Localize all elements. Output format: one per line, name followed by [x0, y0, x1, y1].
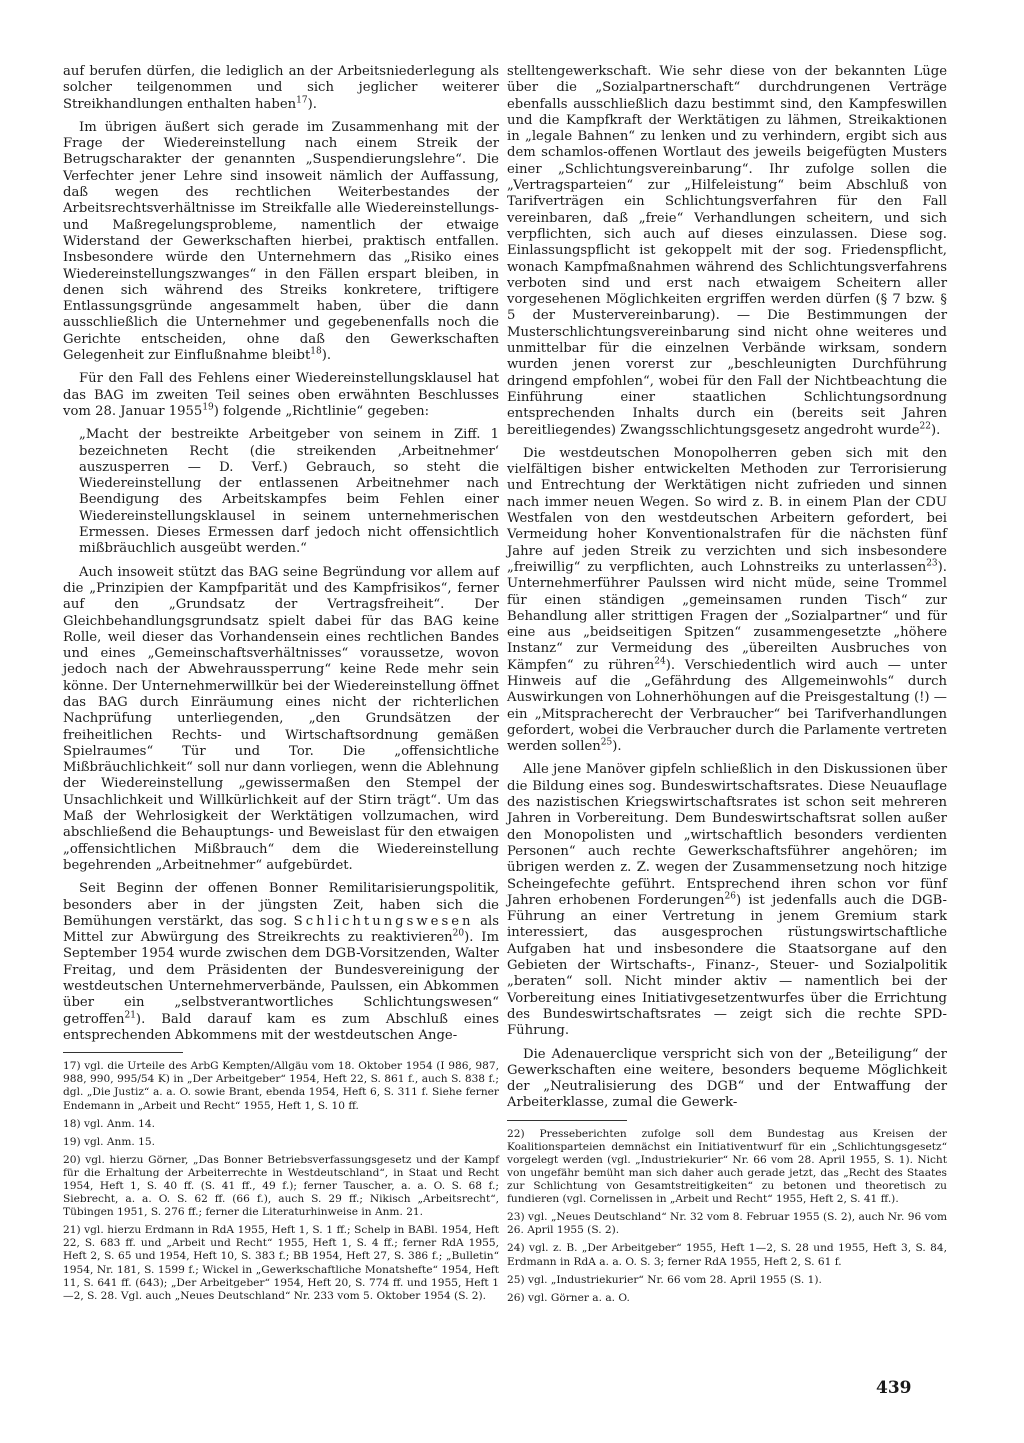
footnotes-right — [507, 1128, 947, 1305]
paragraph: Im übrigen äußert sich gerade im Zusammenhang mit der Frage der Wiedereinstellung nach einem Streik der Betrugscharakter der genannten „Suspendierungslehre“. Die Verfechter jener Lehre sind insoweit nämlich der Auffassung, daß wegen des rechtlichen Weiterbestandes der Arbeitsrechtsverhältnisse im Streikfalle alle Wiedereinstellungs- und Maßregelungsprobleme, namentlich der etwaige Widerstand der Gewerkschaften hierbei, praktisch entfallen. Insbesondere würde den Unternehmern das „Risiko eines Wiedereinstellungszwanges“ in den Fällen erspart bleiben, in denen sich während des Streiks konkretere, triftigere Entlassungsgründe angesammelt haben, über die dann ausschließlich die Unternehmer und gegebenenfalls noch die Gerichte entscheiden, ohne daß den Gewerkschaften Gelegenheit zur Einflußnahme bleibt$^{18}$). — [63, 119, 499, 364]
footnotes-left — [63, 1060, 499, 1303]
footnote: 17) vgl. die Urteile des ArbG Kempten/Allgäu vom 18. Oktober 1954 (I 986, 987, 988, 990, 995/54 K) in „Der Arbeitgeber“ 1954, Heft 22, S. 861 f., auch S. 838 f.; dgl. „Die Justiz“ a. a. O. sowie Brant, ebenda 1954, Heft 6, S. 311 f. Siehe ferner Endemann in „Arbeit und Recht“ 1955, Heft 1, S. 10 ff. — [63, 1060, 499, 1112]
footnote-ref[interactable]: 18 — [310, 346, 322, 357]
footnote: 24) vgl. z. B. „Der Arbeitgeber“ 1955, Heft 1—2, S. 28 und 1955, Heft 3, S. 84, Erdmann in RdA a. a. O. S. 3; ferner RdA 1955, Heft 2, S. 61 f. — [507, 1242, 947, 1268]
paragraph: auf berufen dürfen, die lediglich an der Arbeitsniederlegung als solcher teilgenommen und sich jeglicher weiterer Streikhandlungen enthalten haben$^{17}$). — [63, 64, 499, 112]
footnote-ref[interactable]: 17 — [296, 95, 308, 106]
footnote-ref[interactable]: 26 — [724, 891, 736, 902]
footnote: 18) vgl. Anm. 14. — [63, 1117, 155, 1130]
page-number: 439 — [876, 1378, 912, 1398]
footnote-ref[interactable]: 20 — [452, 928, 465, 939]
left-column — [63, 64, 499, 1308]
paragraph: stelltengewerkschaft. Wie sehr diese von der bekannten Lüge über die „Sozialpartnerschaft“ durchdrungenen Verträge ebenfalls ausschließlich dazu bestimmt sind, den Kampfeswillen und die Kampfkraft der Werktätigen zu lähmen, Streikaktionen in „legale Bahnen“ zu lenken und zu verhindern, ergibt sich aus dem schamlos-offenen Wortlaut des jeweils beigefügten Musters einer „Schlichtungsvereinbarung“. Ihr zufolge sollen die „Vertragsparteien“ zur „Hilfeleistung“ beim Abschluß von Tarifverträgen ein Schlichtungsverfahren für den Fall vereinbaren, daß „freie“ Verhandlungen scheitern, und sich verpflichten, sich auch auf dieses einzulassen. Diese sog. Einlassungspflicht ist gekoppelt mit der sog. Friedenspflicht, wonach Kampfmaßnahmen während des Schlichtungsverfahrens verboten sind und erst nach etwaigem Scheitern aller vorgesehenen Möglichkeiten ergriffen werden dürfen (§ 7 bzw. § 5 der Mustervereinbarung). — Die Bestimmungen der Musterschlichtungsvereinbarung sind nicht ohne weiteres und unmittelbar für die einzelnen Verbände wirksam, sondern wurden jenen vorerst zur „beschleunigten Durchführung dringend empfohlen“, wobei für den Fall der Nichtbeachtung die Einführung einer staatlichen Schlichtungsordnung entsprechenden Inhalts durch ein (bereits seit Jahren bereitliegendes) Zwangsschlichtungsgesetz angedroht wurde$^{22}$). — [507, 64, 947, 438]
paragraph: Alle jene Manöver gipfeln schließlich in den Diskussionen über die Bildung eines sog. Bundeswirtschaftsrates. Diese Neuauflage des nazistischen Kriegswirtschaftsrates ist schon seit mehreren Jahren in Vorbereitung. Dem Bundeswirtschaftsrat sollen außer den Monopolisten und „wirtschaftlich besonders verdienten Personen“ auch rechte Gewerkschaftsführer angehören; im übrigen werden z. Z. wegen der Zusammensetzung noch hitzige Scheingefechte geführt. Entsprechend ihren schon vor fünf Jahren erhobenen Forderungen$^{26}$) ist jedenfalls auch die DGB-Führung an einer Vertretung in jenem Gremium stark interessiert, das ausgesprochen rüstungswirtschaftliche Aufgaben hat und insbesondere die Staatsorgane auf den Gebieten der Wirtschafts-, Finanz-, Steuer- und Sozialpolitik „beraten“ soll. Nicht minder aktiv — namentlich bei der Vorbereitung eines Initiativgesetzentwurfes über die Errichtung des Bundeswirtschaftsrates — zeigt sich die rechte SPD-Führung. — [507, 762, 948, 1039]
footnote-ref[interactable]: 19 — [202, 402, 214, 413]
footnote-ref[interactable]: 25 — [600, 737, 613, 748]
footnote: 26) vgl. Görner a. a. O. — [507, 1291, 630, 1304]
footnote: 22) Presseberichten zufolge soll dem Bundestag aus Kreisen der Koalitionsparteien demnächst ein Initiativentwurf für ein „Schlichtungsgesetz“ vorgelegt werden (vgl. „Industriekurier“ Nr. 66 vom 28. April 1955, S. 1). Nicht von ungefähr bemüht man sich daher auch gerade jetzt, das „Recht des Staates zur Schlichtung von Gesamtstreitigkeiten“ zu betonen und theoretisch zu fundieren (vgl. Cornelissen in „Arbeit und Recht“ 1955, Heft 2, S. 41 ff.). — [507, 1127, 947, 1206]
block-quote: „Macht der bestreikte Arbeitgeber von seinem in Ziff. 1 bezeichneten Recht (die streikenden ‚Arbeitnehmer‘ auszusperren — D. Verf.) Gebrauch, so steht die Wiedereinstellung der entlassenen Arbeitnehmer nach Beendigung des Arbeitskampfes beim Fehlen einer Wiedereinstellungsklausel in seinem unternehmerischen Ermessen. Dieses Ermessen darf jedoch nicht offensichtlich mißbräuchlich ausgeübt werden.“ — [79, 427, 499, 557]
footnote-ref[interactable]: 23 — [926, 558, 938, 569]
footnote-divider — [507, 1120, 627, 1121]
paragraph: Seit Beginn der offenen Bonner Remilitarisierungspolitik, besonders aber in der jüngsten Zeit, haben sich die Bemühungen verstärkt, das sog. Schlichtungswesen als Mittel zur Abwürgung des Streikrechts zu reaktivieren$^{20}$). Im September 1954 wurde zwischen dem DGB-Vorsitzenden, Walter Freitag, und dem Präsidenten der Bundesvereinigung der westdeutschen Unternehmerverbände, Paulssen, ein Abkommen über ein „selbstverantwortliches Schlichtungswesen“ getroffen$^{21}$). Bald darauf kam es zum Abschluß eines entsprechenden Abkommens mit der westdeutschen Ange- — [63, 881, 499, 1043]
footnote: 23) vgl. „Neues Deutschland“ Nr. 32 vom 8. Februar 1955 (S. 2), auch Nr. 96 vom 26. April 1955 (S. 2). — [507, 1211, 947, 1237]
paragraph: Die westdeutschen Monopolherren geben sich mit den vielfältigen bisher entwickelten Methoden zur Terrorisierung und Entrechtung der Werktätigen nicht zufrieden und sinnen nach immer neuen Wegen. So wird z. B. in einem Plan der CDU Westfalen von den westdeutschen Arbeitern gefordert, bei Vermeidung hoher Konventionalstrafen für die nächsten fünf Jahre auf jeden Streik zu verzichten und sich insbesondere „freiwillig“ zu verpflichten, auch Lohnstreiks zu unterlassen$^{23}$). Unternehmerführer Paulssen wird nicht müde, seine Trommel für einen ständigen „gemeinsamen runden Tisch“ zur Behandlung aller strittigen Fragen der „Sozialpartner“ und für eine aus „beidseitigen Spitzen“ zusammengesetzte „höhere Instanz“ zur Vermeidung des „übereilten Ausbruches von Kämpfen“ zu rühren$^{24}$). Verschiedentlich wird auch — unter Hinweis auf die „Gefährdung des Allgemeinwohls“ durch Auswirkungen von Lohnerhöhungen auf die Preisgestaltung (!) — ein „Mitspracherecht der Verbraucher“ bei Tarifverhandlungen gefordert, wobei die Verbraucher durch die Parlamente vertreten werden sollen$^{25}$). — [507, 445, 947, 755]
footnote: 25) vgl. „Industriekurier“ Nr. 66 vom 28. April 1955 (S. 1). — [507, 1273, 822, 1286]
right-column — [507, 64, 947, 1310]
footnote-ref[interactable]: 21 — [124, 1010, 136, 1021]
footnote: 21) vgl. hierzu Erdmann in RdA 1955, Heft 1, S. 1 ff.; Schelp in BABl. 1954, Heft 22, S. 683 ff. und „Arbeit und Recht“ 1955, Heft 1, S. 4 ff.; ferner RdA 1955, Heft 2, S. 65 und 1954, Heft 10, S. 383 f.; BB 1954, Heft 27, S. 386 f.; „Bulletin“ 1954, Nr. 181, S. 1599 f.; Wickel in „Gewerkschaftliche Monatshefte“ 1954, Heft 11, S. 641 ff. (643); „Der Arbeitgeber“ 1954, Heft 20, S. 774 ff. und 1955, Heft 1—2, S. 28. Vgl. auch „Neues Deutschland“ Nr. 233 vom 5. Oktober 1954 (S. 2). — [63, 1224, 499, 1302]
footnote: 19) vgl. Anm. 15. — [63, 1135, 155, 1148]
paragraph: Auch insoweit stützt das BAG seine Begründung vor allem auf die „Prinzipien der Kampfparität und des Kampfrisikos“, ferner auf den „Grundsatz der Vertragsfreiheit“. Der Gleichbehandlungsgrundsatz spielt dabei für das BAG keine Rolle, weil dieser das Vorhandensein eines rechtlichen Bandes und eines „Gemeinschaftsverhältnisses“ voraussetze, wovon jedoch nach der Abwehraussperrung“ keine Rede mehr sein könne. Der Unternehmerwillkür bei der Wiedereinstellung öffnet das BAG durch Einräumung eines nicht der richterlichen Nachprüfung unterliegenden, „den Grundsätzen der freiheitlichen Rechts- und Wirtschaftsordnung gemäßen Spielraumes“ Tür und Tor. Die „offensichtliche Mißbräuchlichkeit“ soll nur dann vorliegen, wenn die Ablehnung der Wiedereinstellung „gewissermaßen den Stempel der Unsachlichkeit und Willkürlichkeit auf der Stirn trägt“. Um das Maß der Wehrlosigkeit der Werktätigen vollzumachen, wird abschließend die Behauptungs- und Beweislast für den etwaigen „offensichtlichen Mißbrauch“ dem die Wiedereinstellung begehrenden „Arbeitnehmer“ aufgebürdet. — [63, 564, 499, 873]
footnote: 20) vgl. hierzu Görner, „Das Bonner Betriebsverfassungsgesetz und der Kampf für die Erhaltung der Arbeiterrechte in Westdeutschland“, in Staat und Recht 1954, Heft 1, S. 40 ff. (S. 41 ff., 49 f.); ferner Tauscher, a. a. O. S. 68 f.; Siebrecht, a. a. O. S. 62 ff. (66 f.), auch S. 29 ff.; Nikisch „Arbeitsrecht“, Tübingen 1951, S. 276 ff.; ferner die Literaturhinweise in Anm. 21. — [63, 1153, 499, 1219]
footnote-ref[interactable]: 22 — [919, 421, 931, 432]
footnote-divider — [63, 1052, 183, 1053]
paragraph: Die Adenauerclique verspricht sich von der „Beteiligung“ der Gewerkschaften eine weitere, besonders bequeme Möglichkeit der „Neutralisierung des DGB“ und der Entwaffung der Arbeiterklasse, zumal die Gewerk- — [507, 1046, 947, 1111]
footnote-ref[interactable]: 24 — [654, 656, 666, 667]
emphasized-term: Schlichtungswesen — [293, 913, 474, 929]
paragraph: Für den Fall des Fehlens einer Wiedereinstellungsklausel hat das BAG im zweiten Teil seines oben erwähnten Beschlusses vom 28. Januar 1955$^{19}$) folgende „Richtlinie“ gegeben: — [63, 371, 499, 419]
